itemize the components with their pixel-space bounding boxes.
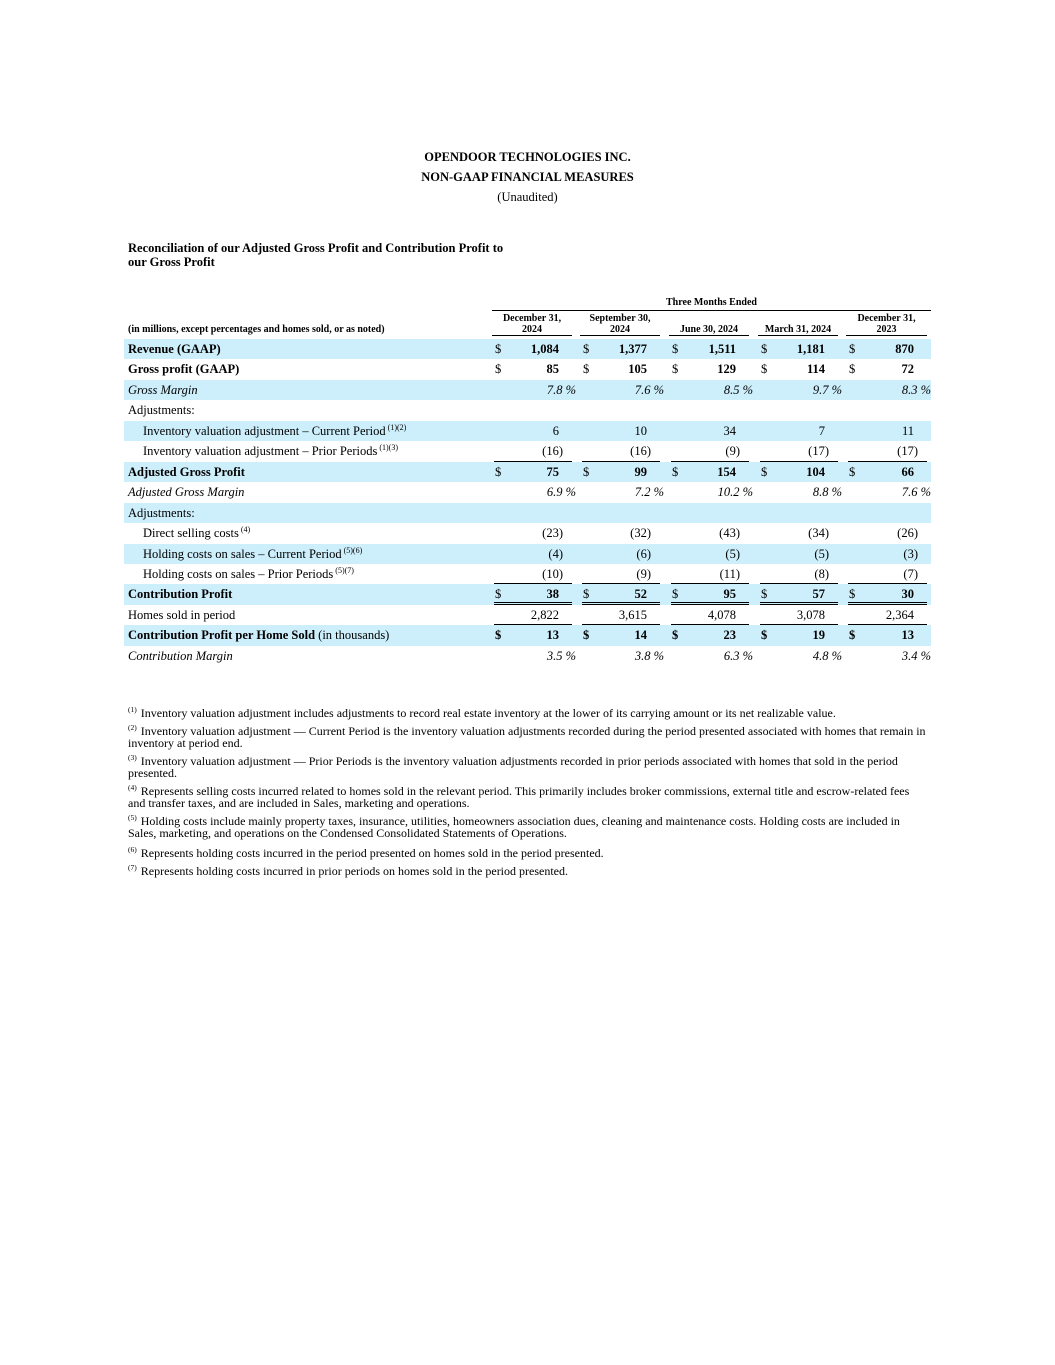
value-cell: 7.8 % — [546, 382, 576, 397]
row-label — [128, 608, 235, 623]
footnote-mark: (2) — [128, 723, 137, 732]
footnote-text: Inventory valuation adjustment — Prior Periods is the inventory valuation adjustments recorded in prior periods associated with homes that sold in the period presented. — [128, 754, 898, 780]
currency-symbol: $ — [672, 464, 679, 479]
currency-symbol: $ — [761, 587, 768, 602]
value-cell: 9.7 % — [812, 382, 842, 397]
currency-symbol: $ — [495, 587, 502, 602]
footnote-mark: (4) — [128, 783, 137, 792]
row-label — [128, 587, 232, 602]
value-cell: 1,181 — [796, 342, 825, 356]
value-cell: (16) — [630, 444, 651, 459]
row-label — [128, 649, 233, 664]
table-row — [124, 625, 931, 645]
currency-symbol: $ — [583, 342, 590, 356]
currency-symbol: $ — [672, 362, 679, 377]
column-header-text — [857, 314, 915, 335]
currency-symbol: $ — [672, 342, 679, 356]
value-cell: 72 — [901, 362, 914, 377]
column-header-line2: 2023 — [876, 323, 897, 335]
row-label-text: Revenue (GAAP) — [128, 342, 221, 356]
table-row — [124, 400, 931, 420]
footnote — [128, 707, 928, 719]
value-cell: (10) — [542, 566, 563, 581]
table-row — [124, 421, 931, 441]
table-row — [124, 462, 931, 482]
column-header-line2: 2024 — [522, 323, 542, 335]
section-title: Reconciliation of our Adjusted Gross Profit and Contribution Profit to our Gross Profit — [128, 241, 504, 269]
footnote — [128, 755, 928, 779]
row-label-text: Adjusted Gross Margin — [128, 485, 245, 500]
footnote-mark: (3) — [128, 753, 137, 762]
row-label — [128, 362, 239, 377]
currency-symbol: $ — [495, 464, 502, 479]
column-header-line1: December 31, — [857, 313, 916, 324]
table-row — [124, 584, 931, 604]
value-cell: 13 — [546, 628, 559, 643]
column-header-text — [590, 314, 651, 335]
currency-symbol: $ — [761, 628, 768, 643]
value-cell: 3.4 % — [901, 648, 931, 663]
value-cell: 30 — [901, 587, 914, 602]
value-cell: (7) — [903, 566, 918, 581]
column-header-line2: 2024 — [609, 323, 630, 335]
footnote — [128, 815, 928, 839]
value-cell: (9) — [636, 566, 651, 581]
footnote-reference: (1)(3) — [377, 443, 398, 453]
value-cell: 129 — [717, 362, 736, 377]
row-label-suffix: (in thousands) — [315, 628, 390, 643]
footnote — [128, 865, 928, 877]
value-cell: (17) — [897, 444, 918, 459]
table-row — [124, 523, 931, 543]
value-cell: 1,511 — [708, 342, 736, 356]
row-label — [128, 403, 195, 418]
value-cell: 23 — [723, 628, 736, 643]
footnote-mark: (7) — [128, 863, 137, 872]
value-cell: 3,615 — [618, 607, 647, 622]
footnote-reference: (5)(7) — [333, 565, 354, 575]
currency-symbol: $ — [583, 362, 590, 377]
value-cell: 13 — [901, 628, 914, 643]
value-cell: (5) — [725, 546, 740, 561]
value-cell: 38 — [546, 587, 559, 602]
currency-symbol: $ — [761, 464, 768, 479]
row-label-text: Inventory valuation adjustment – Current Period — [143, 423, 386, 438]
currency-symbol: $ — [583, 628, 590, 643]
row-label — [143, 526, 250, 541]
column-header-text — [503, 314, 561, 335]
footnote-text: Represents holding costs incurred in the period presented on homes sold in the period presented. — [140, 846, 604, 860]
value-cell: 75 — [546, 464, 559, 479]
row-label — [128, 628, 389, 643]
currency-symbol: $ — [672, 587, 679, 602]
value-cell: 4.8 % — [812, 648, 842, 663]
row-label-text: Contribution Profit — [128, 587, 233, 602]
currency-symbol: $ — [761, 342, 768, 356]
row-label — [128, 506, 195, 521]
table-row — [124, 441, 931, 461]
group-header: Three Months Ended — [492, 297, 931, 311]
value-cell: 7.2 % — [634, 485, 664, 500]
footnote-reference: (5)(6) — [341, 545, 363, 555]
row-label-text: Direct selling costs — [143, 526, 239, 541]
column-header — [758, 314, 838, 336]
table-row — [124, 339, 931, 359]
row-label-text: Inventory valuation adjustment – Prior Periods — [143, 444, 378, 459]
value-cell: 57 — [812, 587, 825, 602]
value-cell: 8.3 % — [901, 382, 931, 397]
value-cell: (43) — [719, 526, 740, 541]
value-cell: (3) — [903, 546, 918, 561]
currency-symbol: $ — [495, 362, 502, 377]
column-header — [846, 314, 927, 336]
value-cell: 105 — [628, 362, 647, 377]
value-cell: (5) — [814, 546, 829, 561]
table-row — [124, 605, 931, 625]
value-cell: 4,078 — [707, 607, 736, 622]
value-cell: 104 — [806, 464, 825, 479]
column-header-line1: June 30, 2024 — [679, 323, 739, 335]
value-cell: (23) — [542, 526, 563, 541]
value-cell: 7 — [818, 423, 825, 438]
value-cell: (11) — [719, 566, 740, 581]
table-row — [124, 503, 931, 523]
company-name: OPENDOOR TECHNOLOGIES INC. — [424, 150, 631, 164]
currency-symbol: $ — [672, 628, 679, 643]
column-header — [492, 314, 572, 336]
value-cell: 870 — [895, 342, 914, 356]
row-label-text: Adjusted Gross Profit — [128, 464, 245, 479]
currency-symbol: $ — [849, 342, 856, 356]
row-label — [143, 567, 354, 582]
value-cell: 6.3 % — [723, 648, 753, 663]
footnote-mark: (5) — [128, 813, 137, 822]
table-row — [124, 564, 931, 584]
value-cell: 6.9 % — [546, 485, 576, 500]
footnote-text: Inventory valuation adjustment includes adjustments to record real estate inventory at the lower of its carrying amount or its net realizable value. — [140, 706, 836, 720]
footnote-mark: (6) — [128, 845, 137, 854]
footnote — [128, 847, 928, 859]
row-label-text: Adjustments: — [128, 403, 195, 418]
column-header — [669, 314, 749, 336]
row-label-text: Contribution Margin — [128, 648, 233, 663]
value-cell: 8.8 % — [812, 485, 842, 500]
footnote-reference: (1)(2) — [385, 422, 407, 432]
value-cell: 8.5 % — [723, 382, 753, 397]
footnote — [128, 785, 928, 809]
footnote-text: Inventory valuation adjustment — Current Period is the inventory valuation adjustments recorded during the period presented associated with homes that remain in inventory at period end. — [128, 724, 926, 750]
row-label — [143, 444, 398, 459]
table-row — [124, 482, 931, 502]
currency-symbol: $ — [495, 342, 502, 356]
currency-symbol: $ — [849, 362, 856, 377]
value-cell: (17) — [808, 444, 829, 459]
value-cell: 7.6 % — [634, 382, 664, 397]
value-cell: (9) — [725, 444, 740, 459]
footnote-mark: (1) — [128, 705, 137, 714]
value-cell: 19 — [812, 628, 825, 643]
value-cell: 95 — [723, 587, 736, 602]
row-label-text: Homes sold in period — [128, 607, 236, 622]
column-header — [580, 314, 660, 336]
currency-symbol: $ — [849, 628, 856, 643]
row-label-text: Gross Margin — [128, 382, 198, 397]
value-cell: (26) — [897, 526, 918, 541]
currency-symbol: $ — [495, 628, 502, 643]
table-row — [124, 380, 931, 400]
value-cell: 3,078 — [796, 607, 825, 622]
value-cell: (32) — [630, 526, 651, 541]
value-cell: 66 — [901, 464, 914, 479]
value-cell: 7.6 % — [901, 485, 931, 500]
value-cell: 2,364 — [885, 607, 914, 622]
table-row — [124, 359, 931, 379]
value-cell: 10.2 % — [717, 485, 753, 500]
value-cell: 52 — [634, 587, 647, 602]
value-cell: 34 — [723, 423, 736, 438]
value-cell: 10 — [634, 423, 647, 438]
report-subtitle: (Unaudited) — [497, 190, 558, 204]
footnote-text: Holding costs include mainly property taxes, insurance, utilities, homeowners association dues, cleaning and maintenance costs. Holding costs are included in Sales, marketing, and operations on the Condensed Consolidated Statements of Operations. — [128, 814, 900, 840]
row-label-text: Holding costs on sales – Prior Periods — [143, 566, 334, 581]
row-label — [128, 383, 198, 398]
value-cell: 99 — [634, 464, 647, 479]
column-header-line1: September 30, — [589, 313, 651, 324]
column-header-text — [765, 325, 831, 336]
value-cell: (8) — [814, 566, 829, 581]
row-label — [128, 465, 245, 480]
table-row — [124, 646, 931, 666]
currency-symbol: $ — [583, 464, 590, 479]
currency-symbol: $ — [849, 587, 856, 602]
row-label-text: Holding costs on sales – Current Period — [143, 546, 342, 561]
value-cell: 3.5 % — [546, 648, 576, 663]
footnote-text: Represents holding costs incurred in prior periods on homes sold in the period presented. — [140, 864, 568, 878]
value-cell: (16) — [542, 444, 563, 459]
currency-symbol: $ — [761, 362, 768, 377]
column-header-text — [680, 325, 738, 336]
value-cell: 14 — [634, 628, 647, 643]
footnote-text: Represents selling costs incurred related to homes sold in the relevant period. This primarily includes broker commissions, external title and escrow-related fees and transfer taxes, and are included in Sales, marketing and operations. — [128, 784, 910, 810]
column-header-line1: December 31, — [502, 313, 562, 324]
value-cell: 1,084 — [530, 342, 559, 356]
row-label — [128, 485, 244, 500]
value-cell: 11 — [901, 423, 914, 438]
row-label — [143, 547, 362, 562]
value-cell: 2,822 — [530, 607, 559, 622]
column-header-line1: March 31, 2024 — [764, 323, 832, 335]
value-cell: (6) — [636, 546, 651, 561]
row-label-text: Gross profit (GAAP) — [128, 362, 240, 377]
value-cell: (4) — [548, 546, 563, 561]
currency-symbol: $ — [849, 464, 856, 479]
unit-label: (in millions, except percentages and homes sold, or as noted) — [128, 324, 385, 335]
value-cell: 3.8 % — [634, 648, 664, 663]
value-cell: 6 — [552, 423, 559, 438]
value-cell: (34) — [808, 526, 829, 541]
report-title: NON-GAAP FINANCIAL MEASURES — [421, 170, 634, 184]
row-label — [143, 424, 406, 439]
footnote — [128, 725, 928, 749]
value-cell: 85 — [546, 362, 559, 377]
value-cell: 154 — [717, 464, 736, 479]
currency-symbol: $ — [583, 587, 590, 602]
value-cell: 1,377 — [618, 342, 647, 356]
row-label-text: Adjustments: — [128, 505, 195, 520]
row-label — [128, 342, 221, 357]
footnote-reference: (4) — [238, 524, 251, 534]
table-row — [124, 544, 931, 564]
row-label-text: Contribution Profit per Home Sold — [128, 628, 316, 643]
value-cell: 114 — [806, 362, 825, 377]
